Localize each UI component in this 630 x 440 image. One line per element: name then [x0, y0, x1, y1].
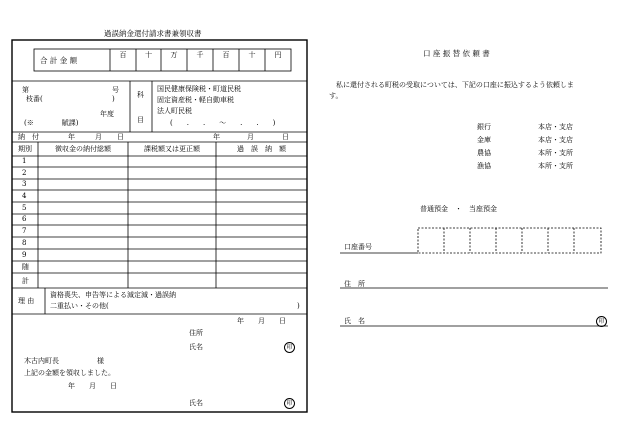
unit-juu: 十	[248, 51, 256, 59]
paid-year-2: 年	[213, 133, 220, 141]
go-label: 号	[112, 86, 119, 94]
tax-line-3: 法人町民税	[157, 107, 192, 115]
period-row-label: 9	[22, 251, 27, 259]
period-row-label: 2	[22, 169, 27, 177]
name-label-2: 氏名	[189, 399, 203, 407]
edaban-close: )	[112, 95, 115, 103]
paid-year: 年	[68, 133, 75, 141]
paid-label: 納 付	[18, 133, 39, 141]
tax-line-1: 国民健康保険税・町道民税	[157, 85, 241, 93]
period-row-label: 7	[22, 227, 27, 235]
unit-sen: 千	[196, 51, 204, 59]
sama-label: 様	[97, 357, 104, 365]
header-overpaid: 過 誤 納 額	[237, 145, 286, 153]
period-row-label: 4	[22, 192, 27, 200]
edaban-label: 枝番(	[26, 95, 43, 103]
receipt-top-date: 年 月 日	[237, 317, 286, 325]
seal-mark: 印	[284, 342, 295, 353]
right-seal-mark: 印	[596, 316, 607, 327]
kazei-label: (※ 賦課)	[24, 119, 79, 127]
reason-line-1: 資格喪失、申告等による減定減・過誤納	[50, 291, 176, 299]
period-row-label: 6	[22, 215, 27, 223]
bank-type: 農協	[477, 149, 491, 157]
tax-line-2: 固定資産税・軽自動車税	[157, 96, 234, 104]
header-period: 期別	[18, 145, 32, 153]
nendo-label: 年度	[100, 110, 114, 118]
mayor-label: 木古内町長	[24, 357, 59, 365]
bank-type: 漁協	[477, 162, 491, 170]
account-type: 普通預金 ・ 当座預金	[420, 205, 497, 213]
bank-type: 銀行	[477, 123, 491, 131]
unit-en: 円	[274, 51, 282, 59]
header-total-paid: 徴収金の納付総額	[55, 145, 111, 153]
name-label: 氏名	[189, 343, 203, 351]
bank-branch: 本所・支所	[538, 162, 573, 170]
right-name-label: 氏 名	[344, 317, 365, 325]
bank-branch: 本所・支所	[538, 149, 573, 157]
seal-mark-2: 印	[284, 398, 295, 409]
period-row-label: 計	[22, 277, 29, 285]
request-body-cont: す。	[329, 92, 343, 100]
left-form-title: 過誤納金還付請求書兼領収書	[104, 29, 202, 38]
paid-day-2: 日	[282, 133, 289, 141]
reason-close: )	[297, 302, 300, 310]
kamoku-ka: 科	[137, 91, 144, 99]
tax-period: ( . . 〜 . . )	[170, 119, 276, 127]
paid-day: 日	[117, 133, 124, 141]
reason-line-2: 二重払い・その他(	[50, 302, 109, 310]
reason-label: 理 由	[18, 297, 35, 305]
unit-hyaku-man: 百	[119, 51, 127, 59]
unit-hyaku: 百	[222, 51, 230, 59]
unit-juu-man: 十	[145, 51, 152, 59]
unit-man: 万	[170, 51, 178, 59]
bank-type: 金庫	[477, 136, 491, 144]
account-number-label: 口座番号	[344, 243, 372, 251]
total-amount-label: 合 計 金 額	[40, 56, 78, 65]
paid-month-2: 月	[247, 133, 254, 141]
number-label: 第	[22, 86, 29, 94]
paid-month: 月	[95, 133, 102, 141]
address-label: 住所	[189, 329, 203, 337]
receipt-text: 上記の金額を領収しました。	[24, 369, 115, 377]
period-row-label: 1	[22, 157, 27, 165]
period-row-label: 5	[22, 204, 27, 212]
period-row-label: 8	[22, 239, 27, 247]
period-row-label: 3	[22, 180, 27, 188]
header-tax-amount: 課税額又は更正額	[144, 145, 200, 153]
right-address-label: 住 所	[344, 280, 365, 288]
bank-branch: 本店・支店	[538, 136, 573, 144]
period-row-label: 随	[22, 263, 29, 271]
receipt-date: 年 月 日	[68, 382, 117, 390]
right-form-title: 口 座 振 替 依 頼 書	[423, 49, 490, 58]
bank-branch: 本店・支店	[538, 123, 573, 131]
kamoku-moku: 目	[137, 116, 144, 124]
request-body: 私に還付される町税の受取については、下記の口座に振込するよう依頼しま	[336, 81, 574, 89]
